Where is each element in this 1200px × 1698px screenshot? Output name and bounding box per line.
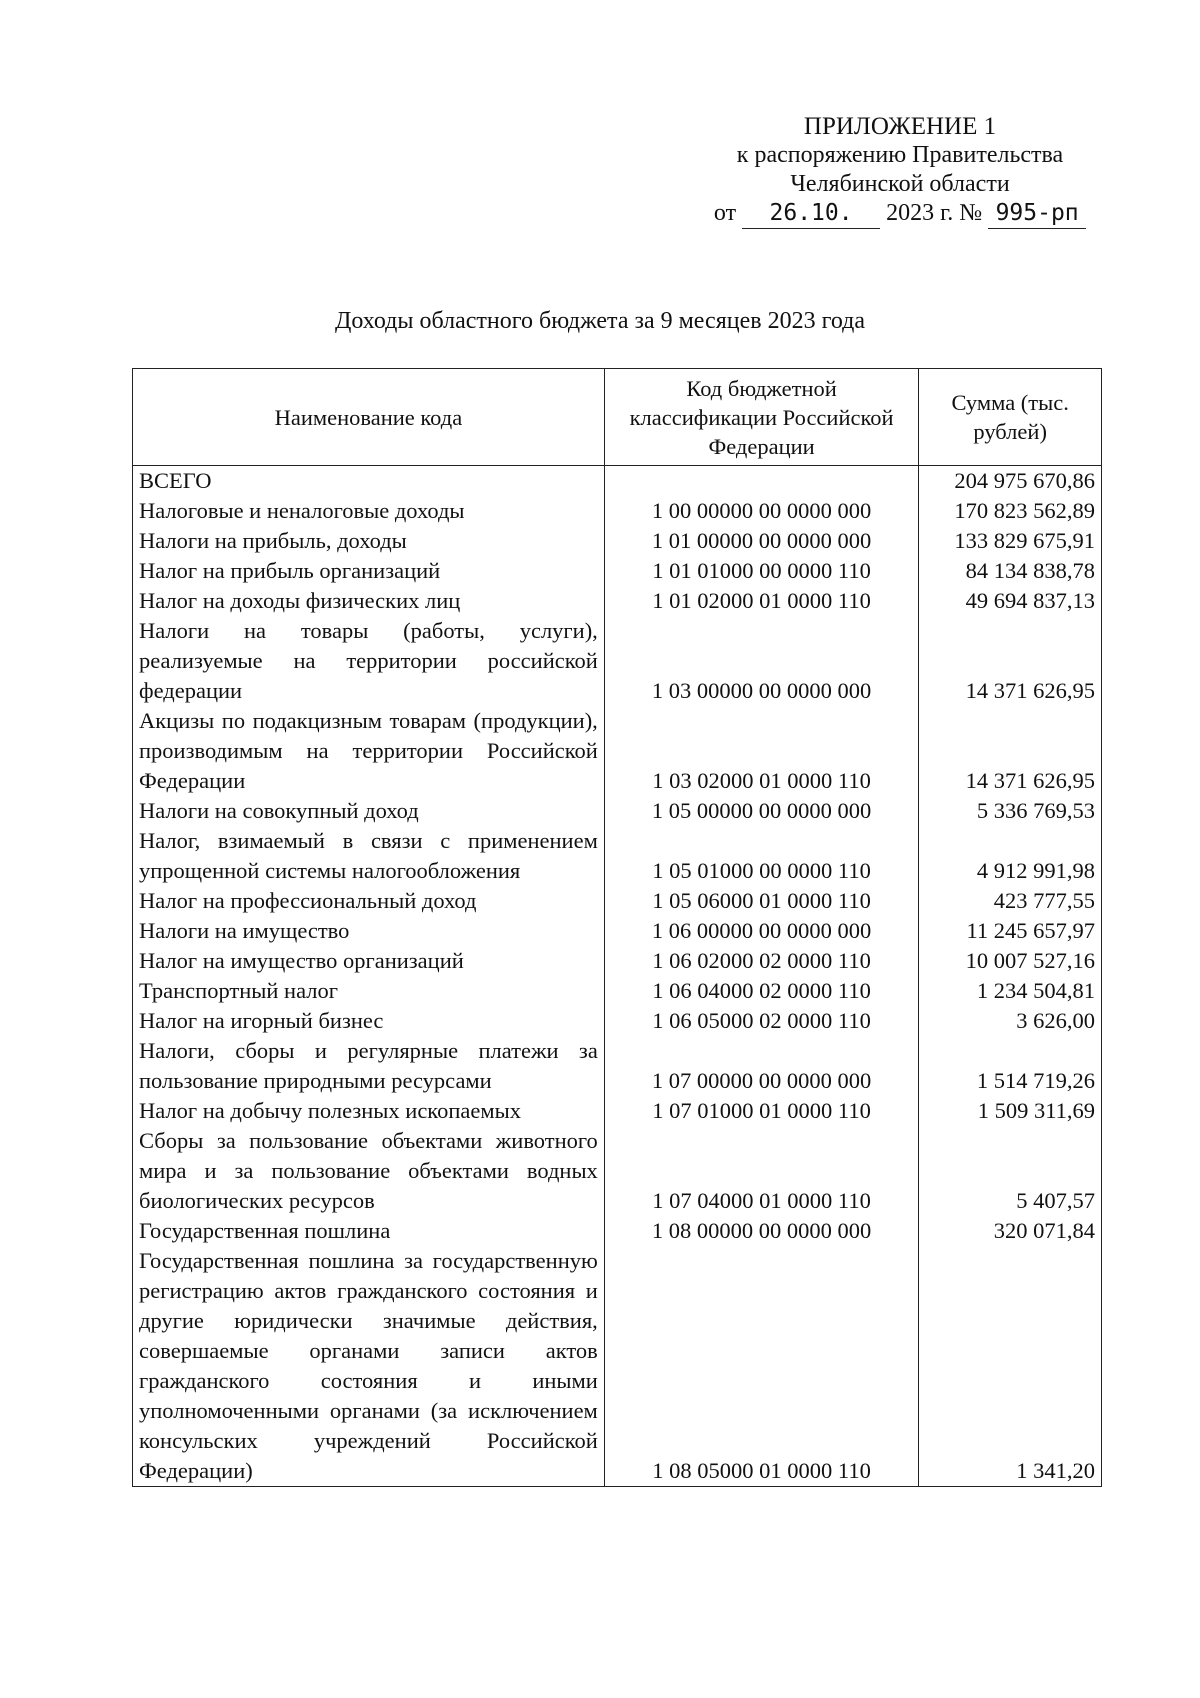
appendix-dateline	[690, 199, 1110, 229]
row-name: Налог, взимаемый в связи с применением упрощенной системы налогообложения	[133, 826, 605, 886]
row-name: Налоги на совокупный доход	[133, 796, 605, 826]
table-row	[133, 466, 1102, 497]
table-row	[133, 826, 1102, 886]
row-sum: 1 509 311,69	[919, 1096, 1102, 1126]
budget-table	[132, 368, 1102, 1487]
table-row	[133, 916, 1102, 946]
header-name: Наименование кода	[133, 369, 605, 466]
row-name: Налог на игорный бизнес	[133, 1006, 605, 1036]
appendix-line-1: к распоряжению Правительства	[736, 142, 1064, 168]
table-row	[133, 796, 1102, 826]
appendix-header	[690, 112, 1110, 229]
row-sum: 84 134 838,78	[919, 556, 1102, 586]
row-name: Сборы за пользование объектами животного мира и за пользование объектами водных биологических ресурсов	[133, 1126, 605, 1216]
row-code: 1 06 02000 02 0000 110	[604, 946, 919, 976]
row-sum: 133 829 675,91	[919, 526, 1102, 556]
row-sum: 3 626,00	[919, 1006, 1102, 1036]
date-prefix: от	[713, 200, 737, 226]
row-code: 1 07 04000 01 0000 110	[604, 1126, 919, 1216]
table-row	[133, 526, 1102, 556]
row-sum: 5 407,57	[919, 1126, 1102, 1216]
row-code: 1 01 00000 00 0000 000	[604, 526, 919, 556]
row-name: Налог на профессиональный доход	[133, 886, 605, 916]
row-sum: 49 694 837,13	[919, 586, 1102, 616]
table-row	[133, 1216, 1102, 1246]
appendix-line-2: Челябинской области	[790, 171, 1010, 197]
handwritten-number: 995-рп	[988, 199, 1086, 229]
table-header-row	[133, 369, 1102, 466]
row-code: 1 00 00000 00 0000 000	[604, 496, 919, 526]
table-row	[133, 1126, 1102, 1216]
row-name: Налог на прибыль организаций	[133, 556, 605, 586]
row-code: 1 06 05000 02 0000 110	[604, 1006, 919, 1036]
table-row	[133, 1246, 1102, 1487]
row-code: 1 07 00000 00 0000 000	[604, 1036, 919, 1096]
row-sum: 14 371 626,95	[919, 616, 1102, 706]
document-title: Доходы областного бюджета за 9 месяцев 2023 года	[335, 308, 865, 334]
row-code: 1 07 01000 01 0000 110	[604, 1096, 919, 1126]
row-name: Транспортный налог	[133, 976, 605, 1006]
row-sum: 1 234 504,81	[919, 976, 1102, 1006]
table-row	[133, 586, 1102, 616]
row-code: 1 01 02000 01 0000 110	[604, 586, 919, 616]
table-row	[133, 616, 1102, 706]
row-code: 1 03 02000 01 0000 110	[604, 706, 919, 796]
row-sum: 204 975 670,86	[919, 466, 1102, 497]
table-row	[133, 496, 1102, 526]
row-sum: 10 007 527,16	[919, 946, 1102, 976]
row-code: 1 03 00000 00 0000 000	[604, 616, 919, 706]
row-code: 1 08 00000 00 0000 000	[604, 1216, 919, 1246]
row-name: Налоговые и неналоговые доходы	[133, 496, 605, 526]
row-code	[604, 466, 919, 497]
row-sum: 1 514 719,26	[919, 1036, 1102, 1096]
row-code: 1 06 04000 02 0000 110	[604, 976, 919, 1006]
row-name: Акцизы по подакцизным товарам (продукции), производимым на территории Российской Федерации	[133, 706, 605, 796]
table-row	[133, 1096, 1102, 1126]
table-row	[133, 556, 1102, 586]
row-name: Налог на добычу полезных ископаемых	[133, 1096, 605, 1126]
row-name: Налоги, сборы и регулярные платежи за пользование природными ресурсами	[133, 1036, 605, 1096]
row-code: 1 05 06000 01 0000 110	[604, 886, 919, 916]
row-sum: 14 371 626,95	[919, 706, 1102, 796]
table-row	[133, 886, 1102, 916]
row-sum: 5 336 769,53	[919, 796, 1102, 826]
year-number-label: 2023 г. №	[886, 200, 983, 226]
row-name: Налоги на прибыль, доходы	[133, 526, 605, 556]
row-code: 1 05 00000 00 0000 000	[604, 796, 919, 826]
header-code: Код бюджетной классификации Российской Федерации	[604, 369, 919, 466]
row-sum: 423 777,55	[919, 886, 1102, 916]
table-row	[133, 1036, 1102, 1096]
row-sum: 11 245 657,97	[919, 916, 1102, 946]
row-name: ВСЕГО	[133, 466, 605, 497]
row-name: Налог на имущество организаций	[133, 946, 605, 976]
handwritten-date: 26.10.	[742, 199, 880, 229]
row-sum: 170 823 562,89	[919, 496, 1102, 526]
row-name: Налоги на имущество	[133, 916, 605, 946]
row-name: Налоги на товары (работы, услуги), реализуемые на территории российской федерации	[133, 616, 605, 706]
row-code: 1 01 01000 00 0000 110	[604, 556, 919, 586]
row-name: Налог на доходы физических лиц	[133, 586, 605, 616]
row-sum: 1 341,20	[919, 1246, 1102, 1487]
row-name: Государственная пошлина за государственную регистрацию актов гражданского состояния и другие юридически значимые действия, совершаемые органами записи актов гражданского состояния и иными уполномоченными органами (за исключением консульских учреждений Российской Федерации)	[133, 1246, 605, 1487]
row-name: Государственная пошлина	[133, 1216, 605, 1246]
table-row	[133, 976, 1102, 1006]
table-row	[133, 706, 1102, 796]
row-code: 1 06 00000 00 0000 000	[604, 916, 919, 946]
header-sum: Сумма (тыс. рублей)	[919, 369, 1102, 466]
row-sum: 4 912 991,98	[919, 826, 1102, 886]
table-row	[133, 946, 1102, 976]
table-row	[133, 1006, 1102, 1036]
row-code: 1 05 01000 00 0000 110	[604, 826, 919, 886]
row-sum: 320 071,84	[919, 1216, 1102, 1246]
row-code: 1 08 05000 01 0000 110	[604, 1246, 919, 1487]
appendix-title: ПРИЛОЖЕНИЕ 1	[803, 113, 997, 140]
